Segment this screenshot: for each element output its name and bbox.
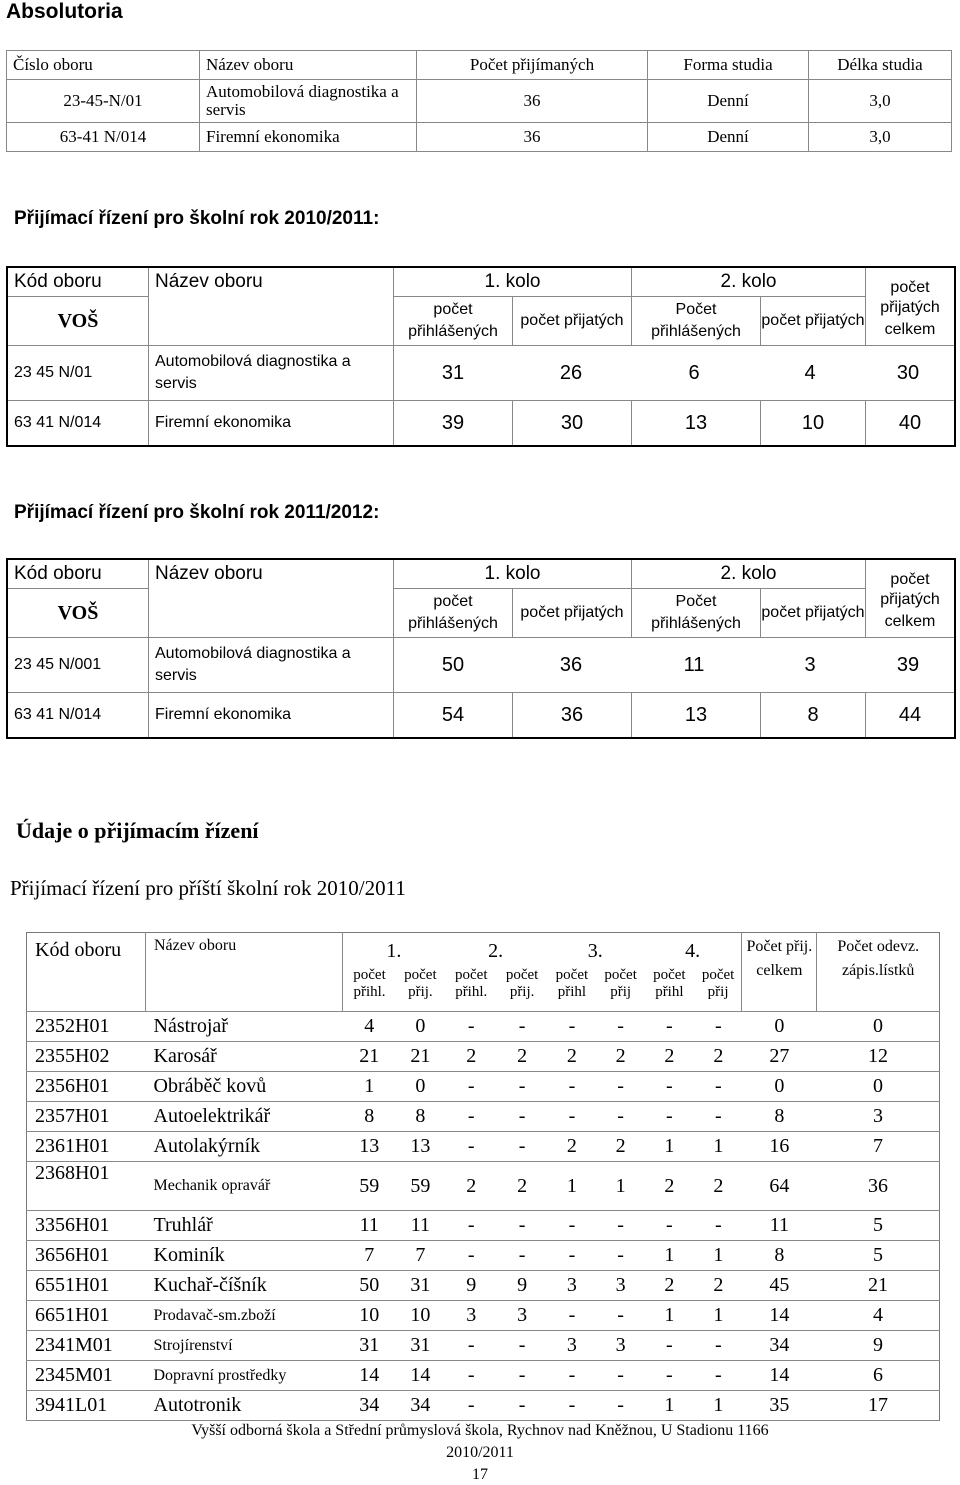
cell-value: 0 — [742, 1072, 817, 1102]
value: 4 — [804, 361, 816, 384]
cell-value: - — [546, 1391, 597, 1421]
value: 6 — [688, 361, 700, 384]
cell-value: 3 — [546, 1331, 597, 1361]
header-kolo-4: 4. — [644, 933, 742, 964]
cell-value: 0 — [742, 1012, 817, 1042]
cell-value: 5 — [817, 1241, 940, 1271]
cell-value: 1 — [695, 1132, 742, 1162]
cell-value: - — [546, 1361, 597, 1391]
table-row — [27, 1391, 940, 1421]
cell-value: - — [644, 1361, 695, 1391]
header-pocet-prijatych: počet přijatých — [513, 589, 632, 638]
header-sub: počet přihl — [546, 963, 597, 1012]
header-kolo2: 2. kolo — [632, 267, 866, 297]
section-heading-2011: Přijímací řízení pro školní rok 2011/2012: — [14, 502, 380, 523]
cell: 36 — [417, 123, 648, 152]
cell-kod: 2352H01 — [27, 1012, 146, 1042]
cell-nazev: Prodavač-sm.zboží — [146, 1301, 343, 1331]
cell-value: 34 — [742, 1331, 817, 1361]
cell-kod: 6551H01 — [27, 1271, 146, 1301]
cell-value: 13 — [396, 1132, 445, 1162]
table-row — [7, 123, 952, 152]
admissions-table-2010 — [6, 266, 956, 447]
value: 3 — [804, 653, 816, 676]
cell-value: - — [498, 1241, 547, 1271]
cell-value: 2 — [546, 1042, 597, 1072]
cell-nazev: Firemní ekonomika — [149, 693, 394, 739]
cell-value: 34 — [396, 1391, 445, 1421]
cell-value: 9 — [498, 1271, 547, 1301]
cell-value: - — [546, 1102, 597, 1132]
value: 36 — [513, 693, 632, 739]
cell-value: 35 — [742, 1391, 817, 1421]
cell-value: 2 — [644, 1271, 695, 1301]
header-sub: počet přihl. — [343, 963, 397, 1012]
cell-value: 17 — [817, 1391, 940, 1421]
cell-value: 1 — [644, 1391, 695, 1421]
cell-kod: 23 45 N/01 — [7, 346, 149, 401]
cell-value: 2 — [695, 1042, 742, 1072]
cell-value: - — [498, 1331, 547, 1361]
cell-value: - — [597, 1102, 644, 1132]
header-pocet-prijatych-2: počet přijatých — [761, 589, 866, 638]
value: 36 — [559, 653, 583, 676]
cell-value: - — [546, 1241, 597, 1271]
cell-value: - — [644, 1211, 695, 1241]
table-row — [27, 1132, 940, 1162]
header-pocet-prihlasenych-2: Počet přihlášených — [632, 297, 761, 346]
cell-value: 11 — [343, 1211, 397, 1241]
value: 39 — [896, 653, 920, 676]
cell-value: 50 — [343, 1271, 397, 1301]
cell-value: 31 — [396, 1331, 445, 1361]
cell-value: 0 — [817, 1012, 940, 1042]
cell-nazev: Kominík — [146, 1241, 343, 1271]
cell-value: 7 — [396, 1241, 445, 1271]
value: 30 — [896, 361, 920, 384]
cell-value: 45 — [742, 1271, 817, 1301]
absolutoria-table — [6, 50, 952, 152]
cell-value: - — [546, 1012, 597, 1042]
header-pocet: počet — [866, 559, 956, 589]
table-row — [7, 638, 955, 693]
table-row — [27, 1042, 940, 1072]
header-kolo-2: 2. — [488, 940, 504, 962]
cell-value: 3 — [597, 1271, 644, 1301]
cell-nazev: Strojírenství — [146, 1331, 343, 1361]
table-row — [27, 1301, 940, 1331]
cell-value: 14 — [742, 1361, 817, 1391]
cell-value: 8 — [742, 1241, 817, 1271]
cell: 3,0 — [809, 80, 952, 123]
cell-value: 31 — [343, 1331, 397, 1361]
header-kod: Kód oboru — [27, 933, 146, 1012]
header-nazev-oboru: Název oboru — [200, 51, 417, 80]
cell-value: - — [445, 1211, 498, 1241]
cell-nazev: Autoelektrikář — [146, 1102, 343, 1132]
cell-nazev: Obráběč kovů — [146, 1072, 343, 1102]
cell-value: 11 — [396, 1211, 445, 1241]
cell-value: 1 — [644, 1241, 695, 1271]
cell: Automobilová diagnostika a servis — [200, 80, 417, 123]
cell-value: - — [597, 1301, 644, 1331]
header-voss: VOŠ — [7, 589, 149, 638]
cell-value: 14 — [343, 1361, 397, 1391]
cell-kod: 6651H01 — [27, 1301, 146, 1331]
cell-value: - — [445, 1241, 498, 1271]
cell-value: 1 — [644, 1301, 695, 1331]
cell-kod: 2356H01 — [27, 1072, 146, 1102]
cell-value: 2 — [695, 1271, 742, 1301]
footer-school: Vyšší odborná škola a Střední průmyslová škola, Rychnov nad Kněžnou, U Stadionu 1166 — [191, 1422, 769, 1439]
cell-value: 10 — [396, 1301, 445, 1331]
cell-value: 3 — [817, 1102, 940, 1132]
cell-nazev: Kuchař-číšník — [146, 1271, 343, 1301]
cell-value: - — [695, 1331, 742, 1361]
cell-value: 2 — [597, 1042, 644, 1072]
cell-value: - — [498, 1391, 547, 1421]
cell-value: - — [445, 1331, 498, 1361]
cell-kod: 2368H01 — [27, 1162, 146, 1211]
values-cell — [394, 346, 956, 401]
section-heading-2010: Přijímací řízení pro školní rok 2010/2011: — [14, 208, 380, 229]
cell: Denní — [648, 80, 809, 123]
header-voss: VOŠ — [7, 297, 149, 346]
header-nazev: Název oboru — [146, 933, 343, 1012]
cell-nazev: Truhlář — [146, 1211, 343, 1241]
cell-value: - — [498, 1072, 547, 1102]
cell-value: - — [498, 1211, 547, 1241]
value: 39 — [394, 401, 513, 447]
cell-value: - — [644, 1072, 695, 1102]
cell: 36 — [417, 80, 648, 123]
table-row — [7, 401, 955, 447]
cell-value: 2 — [644, 1162, 695, 1211]
value: 11 — [683, 653, 705, 676]
cell-value: 64 — [742, 1162, 817, 1211]
cell-nazev: Autotronik — [146, 1391, 343, 1421]
header-kod: Kód oboru — [7, 559, 149, 589]
cell-value: - — [644, 1331, 695, 1361]
cell-value: 9 — [817, 1331, 940, 1361]
value: 30 — [513, 401, 632, 447]
cell-kod: 3656H01 — [27, 1241, 146, 1271]
cell-value: 0 — [396, 1012, 445, 1042]
header-celkem: Počet přij. celkem — [742, 933, 817, 1012]
cell-nazev: Automobilová diagnostika a servis — [149, 346, 394, 401]
cell-value: 4 — [817, 1301, 940, 1331]
cell-value: 34 — [343, 1391, 397, 1421]
header-sub: počet přihl — [644, 963, 695, 1012]
table-row — [7, 693, 955, 739]
table-row — [7, 346, 955, 401]
cell-kod: 3356H01 — [27, 1211, 146, 1241]
header-sub: počet přij. — [498, 963, 547, 1012]
footer-year: 2010/2011 — [446, 1444, 514, 1461]
header-delka-studia: Délka studia — [809, 51, 952, 80]
header-pocet-prijatych-2: počet přijatých — [761, 297, 866, 346]
cell-value: 8 — [343, 1102, 397, 1132]
value: 10 — [761, 401, 866, 447]
cell: 3,0 — [809, 123, 952, 152]
subheading: Přijímací řízení pro příští školní rok 2010/2011 — [10, 876, 406, 900]
cell-value: - — [445, 1132, 498, 1162]
cell-nazev: Firemní ekonomika — [149, 401, 394, 447]
table-row — [7, 80, 952, 123]
cell-kod: 2357H01 — [27, 1102, 146, 1132]
cell-kod: 63 41 N/014 — [7, 401, 149, 447]
cell-nazev: Dopravní prostředky — [146, 1361, 343, 1391]
cell-kod: 2341M01 — [27, 1331, 146, 1361]
values-cell — [394, 638, 956, 693]
header-nazev: Název oboru — [149, 559, 394, 589]
cell-value: 3 — [546, 1271, 597, 1301]
cell-value: 59 — [343, 1162, 397, 1211]
page-number: 17 — [472, 1466, 488, 1483]
cell-value: 2 — [445, 1162, 498, 1211]
cell-value: 21 — [396, 1042, 445, 1072]
cell-value: 2 — [445, 1042, 498, 1072]
cell-value: 2 — [498, 1162, 547, 1211]
cell-value: 2 — [498, 1042, 547, 1072]
header-sub: počet přij — [597, 963, 644, 1012]
value: 13 — [632, 693, 761, 739]
cell-value: - — [695, 1072, 742, 1102]
value: 31 — [441, 361, 465, 384]
cell-value: 21 — [817, 1271, 940, 1301]
cell-value: 31 — [396, 1271, 445, 1301]
cell-value: - — [498, 1132, 547, 1162]
cell-value: 3 — [498, 1301, 547, 1331]
header-pocet-prijatych: počet přijatých — [513, 297, 632, 346]
cell-value: 11 — [742, 1211, 817, 1241]
cell-value: - — [546, 1211, 597, 1241]
cell-nazev: Karosář — [146, 1042, 343, 1072]
value: 50 — [441, 653, 465, 676]
header-odevz: Počet odevz. zápis.lístků — [817, 933, 940, 1012]
cell-value: 10 — [343, 1301, 397, 1331]
cell-value: - — [597, 1211, 644, 1241]
admissions-detail-table — [26, 932, 940, 1421]
cell-value: - — [644, 1102, 695, 1132]
cell: 63-41 N/014 — [7, 123, 200, 152]
cell-value: 0 — [396, 1072, 445, 1102]
cell-value: - — [597, 1361, 644, 1391]
cell-value: 8 — [396, 1102, 445, 1132]
blank-cell — [149, 297, 394, 346]
cell-value: 6 — [817, 1361, 940, 1391]
cell-value: 16 — [742, 1132, 817, 1162]
cell-value: 3 — [597, 1331, 644, 1361]
cell: Firemní ekonomika — [200, 123, 417, 152]
cell-value: 1 — [695, 1301, 742, 1331]
value: 8 — [761, 693, 866, 739]
cell-value: - — [644, 1012, 695, 1042]
cell-value: 36 — [817, 1162, 940, 1211]
value: 26 — [559, 361, 583, 384]
table-row — [27, 1241, 940, 1271]
table-row — [27, 1271, 940, 1301]
heading-udaje: Údaje o přijímacím řízení — [16, 818, 259, 843]
table-row — [27, 1102, 940, 1132]
cell-value: - — [695, 1361, 742, 1391]
blank-cell — [149, 589, 394, 638]
cell-value: - — [445, 1102, 498, 1132]
value: 44 — [866, 693, 956, 739]
cell-value: 5 — [817, 1211, 940, 1241]
table-row — [27, 1012, 940, 1042]
cell-value: 1 — [546, 1162, 597, 1211]
cell-value: - — [445, 1391, 498, 1421]
cell: 23-45-N/01 — [7, 80, 200, 123]
header-kod: Kód oboru — [7, 267, 149, 297]
cell-value: 9 — [445, 1271, 498, 1301]
value: 13 — [632, 401, 761, 447]
cell-value: 1 — [597, 1162, 644, 1211]
header-kolo-1: 1. — [386, 940, 402, 962]
header-sub: počet přij. — [396, 963, 445, 1012]
header-sub: počet přihl. — [445, 963, 498, 1012]
page-title: Absolutoria — [6, 0, 123, 23]
cell-value: 59 — [396, 1162, 445, 1211]
cell-value: 7 — [343, 1241, 397, 1271]
header-kolo2: 2. kolo — [632, 559, 866, 589]
cell-kod: 3941L01 — [27, 1391, 146, 1421]
cell-nazev: Automobilová diagnostika a servis — [149, 638, 394, 693]
header-pocet-prihlasenych-2: Počet přihlášených — [632, 589, 761, 638]
cell-value: - — [597, 1072, 644, 1102]
header-prijatych-celkem: přijatých celkem — [866, 589, 956, 638]
cell-value: - — [597, 1012, 644, 1042]
cell-value: - — [498, 1012, 547, 1042]
header-kolo1: 1. kolo — [394, 267, 632, 297]
cell-value: 0 — [817, 1072, 940, 1102]
cell-value: - — [597, 1391, 644, 1421]
header-cislo-oboru: Číslo oboru — [7, 51, 200, 80]
cell-value: - — [546, 1301, 597, 1331]
header-pocet-prihlasenych: počet přihlášených — [394, 589, 513, 638]
cell-kod: 2361H01 — [27, 1132, 146, 1162]
table-row — [27, 1211, 940, 1241]
header-nazev: Název oboru — [149, 267, 394, 297]
cell-value: - — [695, 1012, 742, 1042]
cell-value: 14 — [396, 1361, 445, 1391]
cell-value: 1 — [695, 1391, 742, 1421]
header-pocet-prihlasenych: počet přihlášených — [394, 297, 513, 346]
table-row — [27, 1361, 940, 1391]
cell-value: 1 — [644, 1132, 695, 1162]
cell-kod: 2355H02 — [27, 1042, 146, 1072]
cell-value: 2 — [695, 1162, 742, 1211]
cell-nazev: Nástrojař — [146, 1012, 343, 1042]
value: 54 — [394, 693, 513, 739]
cell-value: 1 — [695, 1241, 742, 1271]
cell-value: - — [597, 1241, 644, 1271]
cell-value: 12 — [817, 1042, 940, 1072]
cell-value: - — [445, 1361, 498, 1391]
cell-value: 14 — [742, 1301, 817, 1331]
cell-kod: 23 45 N/001 — [7, 638, 149, 693]
cell-value: - — [498, 1361, 547, 1391]
cell-value: - — [445, 1072, 498, 1102]
cell-value: 2 — [644, 1042, 695, 1072]
cell-nazev: Mechanik opravář — [146, 1162, 343, 1211]
cell-value: 21 — [343, 1042, 397, 1072]
table-row — [27, 1072, 940, 1102]
cell-value: - — [445, 1012, 498, 1042]
cell-value: 8 — [742, 1102, 817, 1132]
cell-kod: 63 41 N/014 — [7, 693, 149, 739]
header-pocet: počet — [866, 267, 956, 297]
header-kolo1: 1. kolo — [394, 559, 632, 589]
header-pocet-prijimanych: Počet přijímaných — [417, 51, 648, 80]
header-prijatych-celkem: přijatých celkem — [866, 297, 956, 346]
header-sub: počet přij — [695, 963, 742, 1012]
table-row — [27, 1162, 940, 1211]
cell-value: - — [695, 1211, 742, 1241]
cell-value: - — [498, 1102, 547, 1132]
header-forma-studia: Forma studia — [648, 51, 809, 80]
admissions-table-2011 — [6, 558, 956, 739]
cell-nazev: Autolakýrník — [146, 1132, 343, 1162]
cell-value: 27 — [742, 1042, 817, 1072]
cell-value: 7 — [817, 1132, 940, 1162]
cell: Denní — [648, 123, 809, 152]
value: 40 — [866, 401, 956, 447]
cell-value: 4 — [343, 1012, 397, 1042]
cell-value: 1 — [343, 1072, 397, 1102]
table-row — [27, 1331, 940, 1361]
cell-value: 2 — [546, 1132, 597, 1162]
cell-value: 13 — [343, 1132, 397, 1162]
cell-value: 2 — [597, 1132, 644, 1162]
cell-kod: 2345M01 — [27, 1361, 146, 1391]
cell-value: 3 — [445, 1301, 498, 1331]
cell-value: - — [546, 1072, 597, 1102]
cell-value: - — [695, 1102, 742, 1132]
header-kolo-3: 3. — [587, 940, 603, 962]
